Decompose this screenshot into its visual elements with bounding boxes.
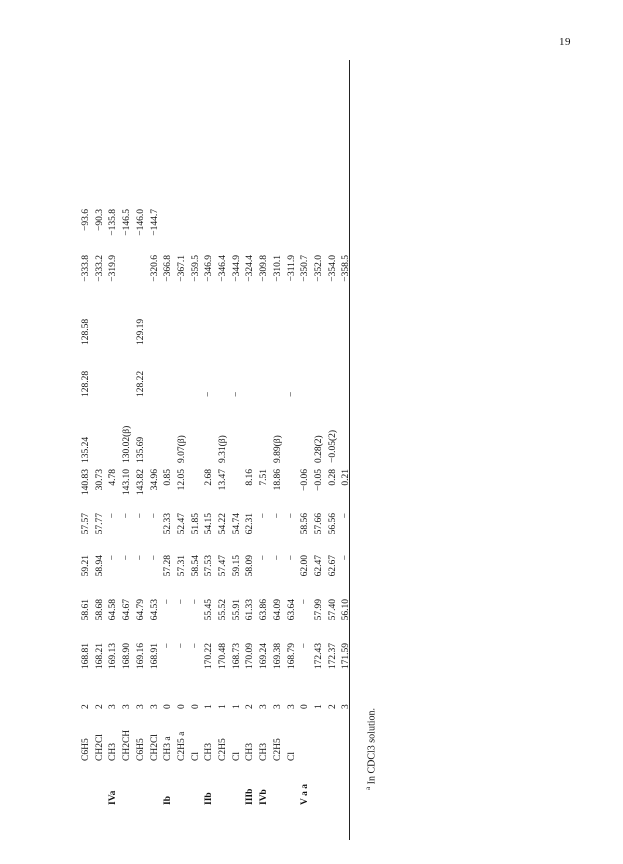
table-cell	[135, 764, 149, 808]
table-cell	[190, 764, 204, 808]
table-cell: 57.57	[81, 513, 91, 535]
table-cell	[340, 712, 354, 764]
table-row	[162, 206, 176, 808]
table-cell: 3	[122, 704, 133, 709]
table-cell	[340, 764, 354, 808]
table-cell	[162, 302, 176, 348]
table-cell: 64.53	[149, 599, 160, 621]
table-row	[94, 206, 108, 808]
table-cell	[327, 206, 341, 252]
table-cell: 8.16	[245, 469, 256, 486]
table-cell: −	[341, 513, 352, 519]
table-cell	[176, 764, 190, 808]
table-cell: 58.68	[94, 599, 105, 621]
table-cell	[327, 348, 341, 400]
table-cell: 3	[108, 704, 119, 709]
table-cell: 170.48	[218, 643, 229, 670]
table-cell: 57.99	[313, 599, 324, 621]
table-cell: −	[149, 555, 160, 561]
table-cell: 7.51	[259, 469, 270, 486]
table-cell	[327, 764, 341, 808]
table-cell: 9.31(β)	[218, 435, 229, 463]
table-cell: 58.56	[300, 513, 311, 535]
table-cell: −333.2	[94, 255, 105, 282]
table-cell: 59.15	[231, 555, 242, 577]
table-cell	[149, 348, 163, 400]
table-cell: 58.94	[94, 555, 105, 577]
table-cell	[340, 302, 354, 348]
table-cell: 2	[245, 704, 256, 709]
table-cell: 169.24	[259, 643, 270, 670]
table-cell: −	[176, 599, 187, 605]
table-cell: 57.28	[163, 555, 174, 577]
table-cell	[272, 302, 286, 348]
table-cell: 57.31	[176, 555, 187, 577]
table-cell: −358.5	[341, 255, 352, 282]
table-cell: −	[272, 513, 283, 519]
table-cell: 9.89(β)	[272, 435, 283, 463]
table-cell: −367.1	[176, 255, 187, 282]
table-cell: C2H5	[272, 738, 283, 761]
table-cell	[231, 206, 245, 252]
table-cell: −320.6	[149, 255, 160, 282]
table-cell: −0.05	[313, 469, 324, 491]
table-cell	[313, 764, 327, 808]
table-cell: −	[190, 599, 201, 605]
table-cell: 143.82	[135, 469, 146, 496]
page-number: 19	[559, 36, 571, 48]
table-cell: 171.59	[341, 643, 352, 670]
table-cell: 55.52	[218, 599, 229, 621]
table-cell	[327, 712, 341, 764]
table-cell	[149, 400, 163, 466]
table-cell	[299, 348, 313, 400]
table-row	[121, 206, 135, 808]
rotated-table-wrapper	[80, 88, 352, 808]
table-cell: 59.21	[81, 555, 91, 577]
table-cell: CH3	[204, 743, 215, 761]
table-cell	[107, 348, 121, 400]
table-cell	[286, 466, 300, 510]
table-cell: 0.85	[163, 469, 174, 486]
table-cell: −324.4	[245, 255, 256, 282]
table-cell: 58.61	[81, 599, 91, 621]
table-cell: 168.91	[149, 643, 160, 670]
table-cell: C6H5	[81, 738, 91, 761]
table-row	[149, 206, 163, 808]
table-cell: 61.33	[245, 599, 256, 621]
table-cell: 64.09	[272, 599, 283, 621]
table-cell	[149, 764, 163, 808]
table-cell: −93.6	[81, 209, 91, 231]
table-cell: 0	[190, 704, 201, 709]
table-cell: 170.09	[245, 643, 256, 670]
table-cell: 57.47	[218, 555, 229, 577]
table-cell: Cl	[231, 752, 242, 761]
table-cell: −	[300, 643, 311, 649]
table-cell: 168.79	[286, 643, 297, 670]
table-row	[313, 206, 327, 808]
table-cell: 143.10	[122, 469, 133, 496]
table-cell	[217, 348, 231, 400]
table-cell	[190, 206, 204, 252]
table-cell: 0.28	[327, 469, 338, 486]
table-cell: 3	[135, 704, 146, 709]
table-row	[231, 206, 245, 808]
table-cell: 57.53	[204, 555, 215, 577]
table-cell	[121, 302, 135, 348]
table-cell: C2H5 a	[176, 731, 187, 761]
table-cell: CH2Cl	[94, 734, 105, 761]
table-cell	[327, 302, 341, 348]
table-cell	[203, 400, 217, 466]
table-cell: −354.0	[327, 255, 338, 282]
table-cell: 54.74	[231, 513, 242, 535]
table-cell: 169.38	[272, 643, 283, 670]
table-cell: −	[259, 513, 270, 519]
table-cell	[313, 302, 327, 348]
table-cell: −	[272, 555, 283, 561]
table-cell	[231, 302, 245, 348]
table-cell: 57.40	[327, 599, 338, 621]
table-cell	[217, 206, 231, 252]
table-cell	[94, 764, 108, 808]
nmr-data-table	[80, 206, 354, 808]
table-cell	[80, 764, 94, 808]
table-row	[203, 206, 217, 808]
table-cell: 3	[341, 704, 352, 709]
table-cell: −	[108, 555, 119, 561]
table-cell: −146.0	[135, 209, 146, 236]
table-cell	[286, 206, 300, 252]
table-cell	[176, 206, 190, 252]
table-cell: 2.68	[204, 469, 215, 486]
table-cell: 12.05	[176, 469, 187, 491]
table-cell	[299, 206, 313, 252]
table-cell	[244, 400, 258, 466]
table-cell: −	[135, 513, 146, 519]
table-cell: −346.4	[218, 255, 229, 282]
table-cell: 168.73	[231, 643, 242, 670]
table-row	[190, 206, 204, 808]
table-cell: −	[286, 555, 297, 561]
table-cell: 63.64	[286, 599, 297, 621]
table-cell: CH3	[108, 743, 119, 761]
table-row	[107, 206, 121, 808]
table-cell: −90.3	[94, 209, 105, 231]
table-cell: 54.15	[204, 513, 215, 535]
table-cell: 135.24	[81, 436, 91, 463]
table-row	[244, 206, 258, 808]
table-cell: 30.73	[94, 469, 105, 491]
table-cell	[107, 400, 121, 466]
table-cell	[231, 764, 245, 808]
table-cell: 128.58	[81, 318, 91, 345]
table-cell	[258, 400, 272, 466]
table-cell: −	[122, 555, 133, 561]
footnote-marker: a	[364, 786, 372, 790]
table-cell	[244, 348, 258, 400]
table-row	[258, 206, 272, 808]
table-cell	[135, 252, 149, 302]
table-cell: −	[286, 391, 297, 397]
table-cell	[162, 400, 176, 466]
table-cell	[244, 302, 258, 348]
table-cell	[121, 252, 135, 302]
table-cell: 1	[231, 704, 242, 709]
table-cell: IVb	[259, 789, 270, 805]
table-cell	[203, 206, 217, 252]
table-cell: 3	[259, 704, 270, 709]
table-cell: 169.13	[108, 643, 119, 670]
table-cell	[286, 764, 300, 808]
table-cell: 172.37	[327, 643, 338, 670]
table-cell	[272, 764, 286, 808]
table-cell: 58.09	[245, 555, 256, 577]
footnote-text: In CDCl3 solution.	[366, 707, 378, 785]
table-row	[286, 206, 300, 808]
table-cell: 168.21	[94, 643, 105, 670]
table-cell: 56.56	[327, 513, 338, 535]
table-cell: 2	[94, 704, 105, 709]
table-cell: 55.91	[231, 599, 242, 621]
table-cell: −	[108, 513, 119, 519]
table-cell: 18.86	[272, 469, 283, 491]
table-cell	[121, 348, 135, 400]
footnote	[364, 708, 377, 790]
table-cell: −366.8	[163, 255, 174, 282]
table-row	[327, 206, 341, 808]
table-cell: 3	[272, 704, 283, 709]
table-cell: 168.81	[81, 643, 91, 670]
table-cell: 1	[218, 704, 229, 709]
table-cell	[313, 348, 327, 400]
table-cell	[299, 400, 313, 466]
table-row	[272, 206, 286, 808]
table-cell: 52.47	[176, 513, 187, 535]
table-cell: 4.78	[108, 469, 119, 486]
table-cell: 55.45	[204, 599, 215, 621]
table-cell	[286, 400, 300, 466]
table-cell: 64.79	[135, 599, 146, 621]
table-cell: −	[204, 391, 215, 397]
table-cell	[162, 206, 176, 252]
table-cell	[340, 206, 354, 252]
table-cell: −	[163, 643, 174, 649]
table-cell	[162, 348, 176, 400]
table-cell: −	[231, 391, 242, 397]
table-cell: 1	[313, 704, 324, 709]
table-cell: 34.96	[149, 469, 160, 491]
table-cell: 169.16	[135, 643, 146, 670]
table-cell	[203, 302, 217, 348]
table-cell	[340, 400, 354, 466]
table-cell: −359.5	[190, 255, 201, 282]
table-cell	[190, 400, 204, 466]
table-cell	[244, 206, 258, 252]
table-cell: −0.05(2)	[327, 429, 338, 463]
table-cell: 57.77	[94, 513, 105, 535]
table-cell: 172.43	[313, 643, 324, 670]
table-cell: 1	[204, 704, 215, 709]
table-cell	[94, 400, 108, 466]
table-cell: −135.8	[108, 209, 119, 236]
table-cell: 13.47	[218, 469, 229, 491]
table-cell: 62.67	[327, 555, 338, 577]
table-cell	[121, 764, 135, 808]
table-cell	[272, 206, 286, 252]
table-cell	[299, 712, 313, 764]
table-cell: 2	[327, 704, 338, 709]
table-row	[217, 206, 231, 808]
table-cell	[94, 302, 108, 348]
table-cell: IIIb	[245, 788, 256, 805]
table-cell: 62.47	[313, 555, 324, 577]
table-cell: 9.07(β)	[176, 435, 187, 463]
table-cell	[313, 206, 327, 252]
table-cell	[94, 348, 108, 400]
table-cell: 57.66	[313, 513, 324, 535]
table-cell: 63.86	[259, 599, 270, 621]
table-cell: 52.33	[163, 513, 174, 535]
table-cell: 0.21	[341, 469, 352, 486]
table-cell: −309.8	[259, 255, 270, 282]
table-cell: −	[122, 513, 133, 519]
table-row	[299, 206, 313, 808]
table-cell: 129.19	[135, 318, 146, 345]
table-cell	[258, 348, 272, 400]
table-row	[80, 206, 94, 808]
table-cell: 3	[286, 704, 297, 709]
table-cell: IIb	[204, 792, 215, 805]
table-cell	[340, 348, 354, 400]
table-cell: 2	[81, 704, 91, 709]
table-row	[135, 206, 149, 808]
table-cell: Ib	[163, 796, 174, 805]
table-cell: 128.28	[81, 370, 91, 397]
table-cell	[258, 302, 272, 348]
table-row	[176, 206, 190, 808]
table-cell: −	[259, 555, 270, 561]
table-cell: Cl	[190, 752, 201, 761]
table-cell: −333.8	[81, 255, 91, 282]
table-cell: −310.1	[272, 255, 283, 282]
table-cell: 0	[176, 704, 187, 709]
table-cell: 3	[149, 704, 160, 709]
table-cell: C6H5	[135, 738, 146, 761]
table-cell: −	[135, 555, 146, 561]
table-cell: 62.00	[300, 555, 311, 577]
table-cell: 64.58	[108, 599, 119, 621]
table-cell: 64.67	[122, 599, 133, 621]
table-cell: 62.31	[245, 513, 256, 535]
table-cell: −319.9	[108, 255, 119, 282]
table-cell	[313, 712, 327, 764]
table-cell: −	[149, 513, 160, 519]
table-cell	[217, 764, 231, 808]
table-cell: −	[341, 555, 352, 561]
table-cell: −311.9	[286, 255, 297, 282]
table-cell: 0.28(2)	[313, 435, 324, 463]
table-cell	[190, 348, 204, 400]
table-cell: −	[163, 599, 174, 605]
table-cell: 168.90	[122, 643, 133, 670]
table-cell: CH3 a	[163, 736, 174, 761]
table-cell: 128.22	[135, 370, 146, 397]
table-cell	[299, 302, 313, 348]
table-cell: −344.9	[231, 255, 242, 282]
table-cell	[258, 206, 272, 252]
table-cell: 170.22	[204, 643, 215, 670]
table-cell: −352.0	[313, 255, 324, 282]
table-cell: 140.83	[81, 469, 91, 496]
table-cell: 56.10	[341, 599, 352, 621]
table-cell: −	[190, 643, 201, 649]
table-cell: CH3	[259, 743, 270, 761]
table-cell: −146.5	[122, 209, 133, 236]
table-cell	[190, 302, 204, 348]
table-cell: IVa	[108, 790, 119, 805]
table-cell: 130.02(β)	[122, 425, 133, 463]
table-cell: 135.69	[135, 436, 146, 463]
table-cell: −	[286, 513, 297, 519]
table-cell: CH2CH	[122, 729, 133, 761]
table-cell: −346.9	[204, 255, 215, 282]
table-cell	[190, 466, 204, 510]
table-cell	[176, 302, 190, 348]
table-cell	[107, 302, 121, 348]
table-cell: −0.06	[300, 469, 311, 491]
table-cell	[231, 400, 245, 466]
table-cell: V a a	[300, 784, 311, 805]
table-cell	[176, 348, 190, 400]
table-cell: −350.7	[300, 255, 311, 282]
table-cell: 51.85	[190, 513, 201, 535]
table-cell: 0	[163, 704, 174, 709]
table-cell: −144.7	[149, 209, 160, 236]
table-cell: Cl	[286, 752, 297, 761]
table-cell: C2H5	[218, 738, 229, 761]
table-cell	[231, 466, 245, 510]
table-cell	[149, 302, 163, 348]
table-cell	[217, 302, 231, 348]
table-cell: 54.22	[218, 513, 229, 535]
table-cell: CH3	[245, 743, 256, 761]
table-cell: 0	[300, 704, 311, 709]
table-body	[80, 206, 354, 808]
table-cell	[286, 302, 300, 348]
table-cell: −	[300, 599, 311, 605]
table-cell: −	[176, 643, 187, 649]
table-cell: CH2Cl	[149, 734, 160, 761]
table-cell: 58.54	[190, 555, 201, 577]
table-row	[340, 206, 354, 808]
table-cell	[272, 348, 286, 400]
